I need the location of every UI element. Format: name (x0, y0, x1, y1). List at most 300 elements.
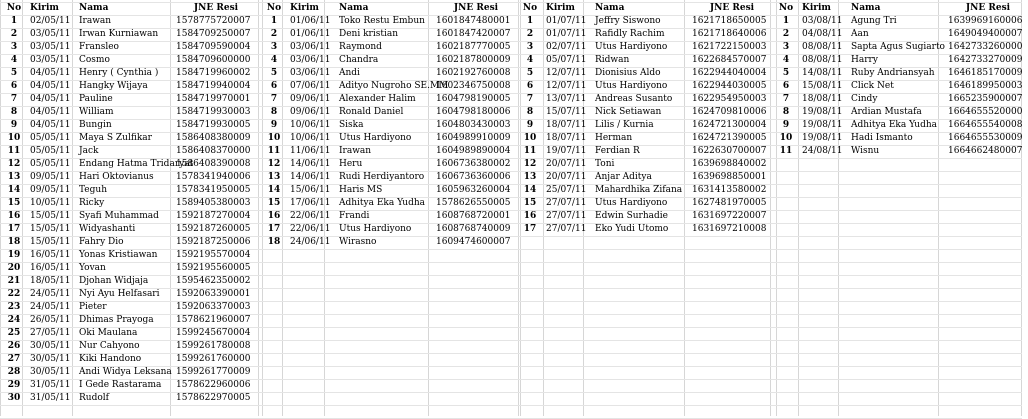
cell-kirim[interactable]: 02/07/11 (546, 42, 587, 52)
cell-nama[interactable]: Yonas Kristiawan (79, 250, 158, 260)
cell-nama[interactable]: Utus Hardiyono (595, 81, 668, 91)
cell-nama[interactable]: Andi Widya Leksana (79, 367, 172, 377)
cell-nama[interactable]: Ronald Daniel (339, 107, 404, 117)
header-resi[interactable]: JNE Resi (193, 3, 239, 13)
cell-kirim[interactable]: 13/07/11 (546, 94, 587, 104)
cell-kirim[interactable]: 09/06/11 (290, 107, 331, 117)
cell-resi[interactable]: 1631413580002 (692, 185, 767, 195)
cell-kirim[interactable]: 18/08/11 (802, 94, 843, 104)
cell-resi[interactable]: 1604989910009 (436, 133, 511, 143)
cell-kirim[interactable]: 27/07/11 (546, 224, 587, 234)
cell-num[interactable]: 13 (267, 172, 281, 182)
cell-nama[interactable]: Rudolf (79, 393, 109, 403)
header-no[interactable]: No (778, 3, 794, 13)
cell-resi[interactable]: 1584709250007 (176, 29, 251, 39)
cell-kirim[interactable]: 12/07/11 (546, 81, 587, 91)
cell-num[interactable]: 27 (7, 354, 21, 364)
header-nama[interactable]: Nama (851, 3, 881, 13)
cell-nama[interactable]: Hari Oktovianus (79, 172, 154, 182)
cell-nama[interactable]: Harry (851, 55, 878, 65)
cell-resi[interactable]: 1578626550005 (436, 198, 511, 208)
cell-nama[interactable]: Wirasno (339, 237, 377, 247)
cell-num[interactable]: 11 (779, 146, 793, 156)
cell-nama[interactable]: Aan (851, 29, 869, 39)
cell-nama[interactable]: Haris MS (339, 185, 383, 195)
cell-num[interactable]: 5 (10, 68, 18, 78)
cell-kirim[interactable]: 03/06/11 (290, 68, 331, 78)
cell-num[interactable]: 4 (270, 55, 278, 65)
cell-num[interactable]: 3 (782, 42, 790, 52)
cell-nama[interactable]: Toko Restu Embun (339, 16, 425, 26)
cell-resi[interactable]: 1604989890004 (436, 146, 511, 156)
cell-num[interactable]: 10 (779, 133, 793, 143)
cell-resi[interactable]: 1592195560005 (176, 263, 251, 273)
cell-kirim[interactable]: 27/07/11 (546, 211, 587, 221)
cell-kirim[interactable]: 24/05/11 (30, 289, 71, 299)
cell-num[interactable]: 14 (523, 185, 537, 195)
cell-resi[interactable]: 1622954950003 (692, 94, 767, 104)
cell-num[interactable]: 8 (10, 107, 18, 117)
cell-num[interactable]: 12 (267, 159, 281, 169)
cell-resi[interactable]: 1631697220007 (692, 211, 767, 221)
cell-num[interactable]: 6 (10, 81, 18, 91)
cell-num[interactable]: 20 (7, 263, 21, 273)
cell-nama[interactable]: Adhitya Eka Yudha (339, 198, 425, 208)
cell-kirim[interactable]: 15/08/11 (802, 81, 843, 91)
cell-nama[interactable]: Utus Hardiyono (595, 42, 668, 52)
cell-num[interactable]: 11 (7, 146, 21, 156)
cell-nama[interactable]: I Gede Rastarama (79, 380, 162, 390)
cell-resi[interactable]: 1592063390001 (176, 289, 251, 299)
cell-kirim[interactable]: 27/05/11 (30, 328, 71, 338)
cell-num[interactable]: 6 (526, 81, 534, 91)
cell-resi[interactable]: 1665235900007 (948, 94, 1023, 104)
cell-num[interactable]: 10 (7, 133, 21, 143)
cell-kirim[interactable]: 18/07/11 (546, 120, 587, 130)
cell-kirim[interactable]: 16/05/11 (30, 263, 71, 273)
cell-nama[interactable]: Frandi (339, 211, 370, 221)
cell-num[interactable]: 10 (523, 133, 537, 143)
cell-kirim[interactable]: 22/06/11 (290, 211, 331, 221)
cell-num[interactable]: 9 (782, 120, 790, 130)
cell-kirim[interactable]: 09/06/11 (290, 94, 331, 104)
cell-nama[interactable]: Nick Setiawan (595, 107, 662, 117)
cell-nama[interactable]: Oki Maulana (79, 328, 138, 338)
cell-resi[interactable]: 1622684570007 (692, 55, 767, 65)
cell-num[interactable]: 5 (782, 68, 790, 78)
cell-resi[interactable]: 1589405380003 (176, 198, 251, 208)
cell-nama[interactable]: Fahry Dio (79, 237, 124, 247)
cell-num[interactable]: 4 (782, 55, 790, 65)
cell-kirim[interactable]: 19/08/11 (802, 120, 843, 130)
cell-kirim[interactable]: 11/06/11 (290, 146, 331, 156)
cell-kirim[interactable]: 27/07/11 (546, 198, 587, 208)
cell-num[interactable]: 14 (7, 185, 21, 195)
cell-kirim[interactable]: 14/08/11 (802, 68, 843, 78)
cell-num[interactable]: 24 (7, 315, 21, 325)
cell-resi[interactable]: 1578622960006 (176, 380, 251, 390)
cell-kirim[interactable]: 04/08/11 (802, 29, 843, 39)
cell-num[interactable]: 5 (526, 68, 534, 78)
cell-kirim[interactable]: 24/08/11 (802, 146, 843, 156)
cell-num[interactable]: 9 (526, 120, 534, 130)
cell-nama[interactable]: Dionisius Aldo (595, 68, 661, 78)
cell-resi[interactable]: 1584719930005 (176, 120, 251, 130)
header-nama[interactable]: Nama (79, 3, 109, 13)
cell-kirim[interactable]: 01/06/11 (290, 29, 331, 39)
cell-kirim[interactable]: 08/08/11 (802, 42, 843, 52)
header-kirim[interactable]: Kirim (802, 3, 831, 13)
cell-nama[interactable]: Deni kristian (339, 29, 398, 39)
cell-num[interactable]: 15 (267, 198, 281, 208)
cell-kirim[interactable]: 03/05/11 (30, 55, 71, 65)
cell-kirim[interactable]: 22/06/11 (290, 224, 331, 234)
cell-kirim[interactable]: 19/08/11 (802, 133, 843, 143)
cell-nama[interactable]: Rafidly Rachim (595, 29, 665, 39)
cell-nama[interactable]: Syafi Muhammad (79, 211, 159, 221)
cell-num[interactable]: 15 (523, 198, 537, 208)
cell-resi[interactable]: 1586408380009 (176, 133, 251, 143)
cell-kirim[interactable]: 20/07/11 (546, 159, 587, 169)
cell-num[interactable]: 22 (7, 289, 21, 299)
cell-num[interactable]: 9 (270, 120, 278, 130)
cell-num[interactable]: 1 (10, 16, 18, 26)
cell-num[interactable]: 21 (7, 276, 21, 286)
cell-nama[interactable]: Mahardhika Zifana (595, 185, 683, 195)
cell-resi[interactable]: 1621718650005 (692, 16, 767, 26)
cell-num[interactable]: 1 (782, 16, 790, 26)
cell-nama[interactable]: Siska (339, 120, 364, 130)
cell-resi[interactable]: 1592187270004 (176, 211, 251, 221)
cell-resi[interactable]: 1584719960002 (176, 68, 251, 78)
cell-nama[interactable]: Utus Hardiyono (595, 198, 668, 208)
cell-kirim[interactable]: 09/05/11 (30, 172, 71, 182)
cell-kirim[interactable]: 16/05/11 (30, 250, 71, 260)
cell-kirim[interactable]: 03/05/11 (30, 42, 71, 52)
cell-kirim[interactable]: 04/05/11 (30, 81, 71, 91)
cell-num[interactable]: 8 (526, 107, 534, 117)
cell-nama[interactable]: Hangky Wijaya (79, 81, 148, 91)
cell-nama[interactable]: Toni (595, 159, 615, 169)
cell-kirim[interactable]: 05/05/11 (30, 159, 71, 169)
cell-resi[interactable]: 1604798180006 (436, 107, 511, 117)
header-nama[interactable]: Nama (339, 3, 369, 13)
cell-num[interactable]: 18 (7, 237, 21, 247)
cell-nama[interactable]: Ridwan (595, 55, 630, 65)
cell-resi[interactable]: 1602192760008 (436, 68, 511, 78)
cell-nama[interactable]: Andreas Susanto (595, 94, 673, 104)
cell-kirim[interactable]: 01/07/11 (546, 16, 587, 26)
cell-resi[interactable]: 1664655540008 (948, 120, 1023, 130)
cell-resi[interactable]: 1584719940004 (176, 81, 251, 91)
cell-num[interactable]: 16 (7, 211, 21, 221)
cell-kirim[interactable]: 15/05/11 (30, 237, 71, 247)
cell-nama[interactable]: Cosmo (79, 55, 110, 65)
cell-num[interactable]: 2 (10, 29, 18, 39)
cell-num[interactable]: 28 (7, 367, 21, 377)
cell-resi[interactable]: 1584719970001 (176, 94, 251, 104)
cell-num[interactable]: 13 (7, 172, 21, 182)
cell-resi[interactable]: 1578341950005 (176, 185, 251, 195)
cell-kirim[interactable]: 03/06/11 (290, 42, 331, 52)
cell-num[interactable]: 29 (7, 380, 21, 390)
cell-resi[interactable]: 1646189950003 (948, 81, 1023, 91)
cell-num[interactable]: 8 (270, 107, 278, 117)
cell-nama[interactable]: Agung Tri (851, 16, 897, 26)
cell-resi[interactable]: 1599261770009 (176, 367, 251, 377)
cell-resi[interactable]: 1602346750008 (436, 81, 511, 91)
cell-resi[interactable]: 1578622970005 (176, 393, 251, 403)
cell-num[interactable]: 23 (7, 302, 21, 312)
cell-nama[interactable]: Rudi Herdiyantoro (339, 172, 425, 182)
cell-resi[interactable]: 1592187250006 (176, 237, 251, 247)
cell-nama[interactable]: Jack (79, 146, 99, 156)
cell-kirim[interactable]: 01/06/11 (290, 16, 331, 26)
cell-resi[interactable]: 1624709810006 (692, 107, 767, 117)
cell-kirim[interactable]: 04/05/11 (30, 120, 71, 130)
cell-kirim[interactable]: 01/07/11 (546, 29, 587, 39)
cell-resi[interactable]: 1609474600007 (436, 237, 511, 247)
cell-nama[interactable]: Irawan (79, 16, 112, 26)
cell-resi[interactable]: 1601847480001 (436, 16, 511, 26)
cell-num[interactable]: 7 (10, 94, 18, 104)
cell-nama[interactable]: Heru (339, 159, 363, 169)
cell-resi[interactable]: 1578775720007 (176, 16, 251, 26)
cell-kirim[interactable]: 09/05/11 (30, 185, 71, 195)
cell-nama[interactable]: Utus Hardiyono (339, 224, 412, 234)
cell-nama[interactable]: Lilis / Kurnia (595, 120, 654, 130)
cell-num[interactable]: 26 (7, 341, 21, 351)
cell-nama[interactable]: Pieter (79, 302, 107, 312)
cell-num[interactable]: 25 (7, 328, 21, 338)
cell-nama[interactable]: Jeffry Siswono (595, 16, 661, 26)
cell-kirim[interactable]: 04/05/11 (30, 68, 71, 78)
cell-resi[interactable]: 1622944030005 (692, 81, 767, 91)
cell-kirim[interactable]: 12/07/11 (546, 68, 587, 78)
cell-resi[interactable]: 1599261760000 (176, 354, 251, 364)
cell-kirim[interactable]: 10/05/11 (30, 198, 71, 208)
cell-nama[interactable]: Wisnu (851, 146, 880, 156)
cell-kirim[interactable]: 31/05/11 (30, 393, 71, 403)
header-resi[interactable]: JNE Resi (709, 3, 755, 13)
cell-num[interactable]: 6 (270, 81, 278, 91)
cell-kirim[interactable]: 26/05/11 (30, 315, 71, 325)
cell-nama[interactable]: Maya S Zulfikar (79, 133, 152, 143)
cell-nama[interactable]: Herman (595, 133, 633, 143)
cell-num[interactable]: 6 (782, 81, 790, 91)
cell-num[interactable]: 16 (523, 211, 537, 221)
cell-nama[interactable]: Andi (339, 68, 360, 78)
cell-nama[interactable]: Hadi Ismanto (851, 133, 913, 143)
cell-nama[interactable]: Fransleo (79, 42, 119, 52)
cell-nama[interactable]: Ardian Mustafa (851, 107, 922, 117)
cell-kirim[interactable]: 18/07/11 (546, 133, 587, 143)
cell-nama[interactable]: Chandra (339, 55, 379, 65)
cell-kirim[interactable]: 15/06/11 (290, 185, 331, 195)
cell-kirim[interactable]: 02/05/11 (30, 16, 71, 26)
header-nama[interactable]: Nama (595, 3, 625, 13)
cell-num[interactable]: 14 (267, 185, 281, 195)
cell-nama[interactable]: Endang Hatma Tridaryat (79, 159, 194, 169)
cell-resi[interactable]: 1599245670004 (176, 328, 251, 338)
cell-kirim[interactable]: 05/05/11 (30, 133, 71, 143)
cell-nama[interactable]: Utus Hardiyono (339, 133, 412, 143)
cell-num[interactable]: 17 (7, 224, 21, 234)
cell-kirim[interactable]: 08/08/11 (802, 55, 843, 65)
cell-resi[interactable]: 1608768740009 (436, 224, 511, 234)
cell-num[interactable]: 8 (782, 107, 790, 117)
cell-num[interactable]: 1 (526, 16, 534, 26)
cell-nama[interactable]: Djohan Widjaja (79, 276, 149, 286)
cell-resi[interactable]: 1627481970005 (692, 198, 767, 208)
cell-num[interactable]: 16 (267, 211, 281, 221)
cell-kirim[interactable]: 10/06/11 (290, 120, 331, 130)
header-no[interactable]: No (266, 3, 282, 13)
cell-nama[interactable]: Irawan (339, 146, 372, 156)
cell-resi[interactable]: 1592187260005 (176, 224, 251, 234)
cell-kirim[interactable]: 05/07/11 (546, 55, 587, 65)
cell-kirim[interactable]: 10/06/11 (290, 133, 331, 143)
cell-num[interactable]: 17 (267, 224, 281, 234)
cell-num[interactable]: 9 (10, 120, 18, 130)
cell-nama[interactable]: Click Net (851, 81, 894, 91)
cell-kirim[interactable]: 31/05/11 (30, 380, 71, 390)
cell-resi[interactable]: 1592063370003 (176, 302, 251, 312)
cell-nama[interactable]: Ferdian R (595, 146, 640, 156)
cell-num[interactable]: 3 (526, 42, 534, 52)
cell-nama[interactable]: Irwan Kurniawan (79, 29, 159, 39)
cell-nama[interactable]: Widyashanti (79, 224, 136, 234)
cell-num[interactable]: 1 (270, 16, 278, 26)
cell-kirim[interactable]: 07/06/11 (290, 81, 331, 91)
cell-resi[interactable]: 1578621960007 (176, 315, 251, 325)
cell-resi[interactable]: 1604803430003 (436, 120, 511, 130)
header-resi[interactable]: JNE Resi (453, 3, 499, 13)
cell-resi[interactable]: 1622944040004 (692, 68, 767, 78)
cell-num[interactable]: 2 (782, 29, 790, 39)
cell-kirim[interactable]: 04/05/11 (30, 107, 71, 117)
cell-kirim[interactable]: 15/07/11 (546, 107, 587, 117)
cell-nama[interactable]: Eko Yudi Utomo (595, 224, 669, 234)
cell-num[interactable]: 2 (270, 29, 278, 39)
cell-nama[interactable]: Nur Cahyono (79, 341, 140, 351)
cell-resi[interactable]: 1584709600000 (176, 55, 251, 65)
cell-nama[interactable]: Cindy (851, 94, 878, 104)
cell-nama[interactable]: Anjar Aditya (595, 172, 652, 182)
cell-num[interactable]: 4 (10, 55, 18, 65)
header-kirim[interactable]: Kirim (290, 3, 319, 13)
cell-num[interactable]: 12 (523, 159, 537, 169)
cell-kirim[interactable]: 04/05/11 (30, 94, 71, 104)
cell-num[interactable]: 11 (267, 146, 281, 156)
cell-num[interactable]: 10 (267, 133, 281, 143)
cell-resi[interactable]: 1586408390008 (176, 159, 251, 169)
cell-resi[interactable]: 1584709590004 (176, 42, 251, 52)
cell-resi[interactable]: 1586408370000 (176, 146, 251, 156)
cell-resi[interactable]: 1639698840002 (692, 159, 767, 169)
cell-resi[interactable]: 1605963260004 (436, 185, 511, 195)
cell-num[interactable]: 2 (526, 29, 534, 39)
cell-resi[interactable]: 1578341940006 (176, 172, 251, 182)
cell-resi[interactable]: 1608768720001 (436, 211, 511, 221)
cell-num[interactable]: 7 (782, 94, 790, 104)
cell-nama[interactable]: Dhimas Prayoga (79, 315, 154, 325)
cell-nama[interactable]: Edwin Surhadie (595, 211, 668, 221)
cell-nama[interactable]: Bungin (79, 120, 112, 130)
cell-resi[interactable]: 1595462350002 (176, 276, 251, 286)
cell-kirim[interactable]: 03/06/11 (290, 55, 331, 65)
cell-resi[interactable]: 1606736360006 (436, 172, 511, 182)
cell-kirim[interactable]: 30/05/11 (30, 367, 71, 377)
cell-num[interactable]: 3 (270, 42, 278, 52)
cell-num[interactable]: 19 (7, 250, 21, 260)
header-no[interactable]: No (522, 3, 538, 13)
header-no[interactable]: No (6, 3, 22, 13)
cell-kirim[interactable]: 14/06/11 (290, 159, 331, 169)
cell-num[interactable]: 18 (267, 237, 281, 247)
cell-resi[interactable]: 1664655530009 (948, 133, 1023, 143)
cell-resi[interactable]: 1639698850001 (692, 172, 767, 182)
cell-resi[interactable]: 1639969160006 (948, 16, 1023, 26)
cell-resi[interactable]: 1649049400007 (948, 29, 1023, 39)
cell-kirim[interactable]: 20/07/11 (546, 172, 587, 182)
cell-nama[interactable]: Yovan (79, 263, 106, 273)
cell-nama[interactable]: Kiki Handono (79, 354, 142, 364)
cell-num[interactable]: 30 (7, 393, 21, 403)
cell-kirim[interactable]: 14/06/11 (290, 172, 331, 182)
cell-kirim[interactable]: 17/06/11 (290, 198, 331, 208)
cell-num[interactable]: 13 (523, 172, 537, 182)
cell-kirim[interactable]: 25/07/11 (546, 185, 587, 195)
cell-nama[interactable]: Adityo Nugroho SE.MM (339, 81, 449, 91)
cell-kirim[interactable]: 18/05/11 (30, 276, 71, 286)
header-kirim[interactable]: Kirim (30, 3, 59, 13)
cell-kirim[interactable]: 24/05/11 (30, 302, 71, 312)
cell-resi[interactable]: 1624721390005 (692, 133, 767, 143)
cell-nama[interactable]: Pauline (79, 94, 113, 104)
cell-nama[interactable]: William (79, 107, 114, 117)
cell-num[interactable]: 17 (523, 224, 537, 234)
cell-kirim[interactable]: 15/05/11 (30, 224, 71, 234)
cell-resi[interactable]: 1624721300004 (692, 120, 767, 130)
cell-resi[interactable]: 1642733270009 (948, 55, 1023, 65)
cell-kirim[interactable]: 30/05/11 (30, 341, 71, 351)
cell-kirim[interactable]: 30/05/11 (30, 354, 71, 364)
cell-kirim[interactable]: 03/05/11 (30, 29, 71, 39)
cell-nama[interactable]: Adhitya Eka Yudha (851, 120, 937, 130)
cell-kirim[interactable]: 19/08/11 (802, 107, 843, 117)
cell-nama[interactable]: Ruby Andriansyah (851, 68, 935, 78)
cell-resi[interactable]: 1604798190005 (436, 94, 511, 104)
cell-resi[interactable]: 1646185170009 (948, 68, 1023, 78)
cell-num[interactable]: 15 (7, 198, 21, 208)
cell-num[interactable]: 3 (10, 42, 18, 52)
cell-resi[interactable]: 1664655520000 (948, 107, 1023, 117)
cell-resi[interactable]: 1602187770005 (436, 42, 511, 52)
cell-nama[interactable]: Henry ( Cynthia ) (79, 68, 159, 78)
cell-resi[interactable]: 1602187800009 (436, 55, 511, 65)
cell-num[interactable]: 7 (270, 94, 278, 104)
cell-resi[interactable]: 1621722150003 (692, 42, 767, 52)
cell-num[interactable]: 12 (7, 159, 21, 169)
cell-resi[interactable]: 1606736380002 (436, 159, 511, 169)
cell-resi[interactable]: 1584719930003 (176, 107, 251, 117)
header-resi[interactable]: JNE Resi (965, 3, 1011, 13)
cell-kirim[interactable]: 05/05/11 (30, 146, 71, 156)
cell-num[interactable]: 5 (270, 68, 278, 78)
cell-resi[interactable]: 1642733260000 (948, 42, 1023, 52)
cell-kirim[interactable]: 19/07/11 (546, 146, 587, 156)
